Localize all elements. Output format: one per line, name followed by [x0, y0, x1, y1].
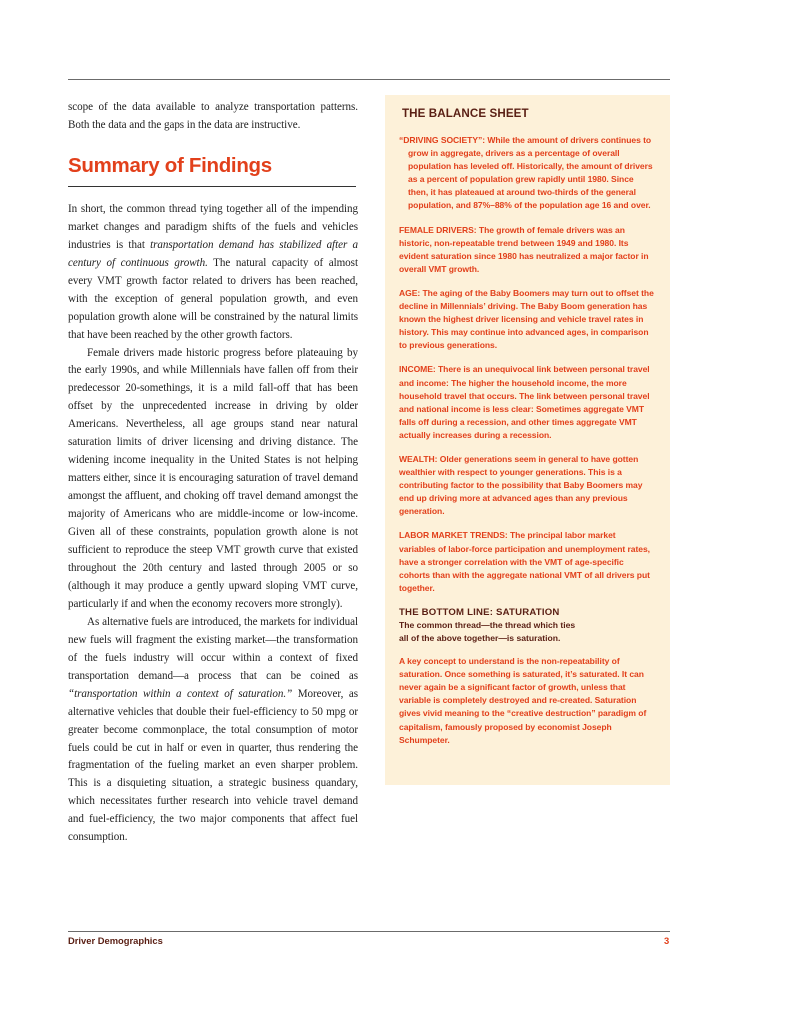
- sidebar-item-text: While the amount of drivers continues to grow in aggregate, drivers as a percentage of overall population has leveled off. Historically, the amount of drivers as a percent of population grew rapidly until 1980. Since then, it has plateaued at around two-thirds of the general population, and 87%–88% of the population age 16 and over.: [408, 135, 653, 211]
- title-rule: [68, 186, 356, 187]
- main-column: [68, 99, 358, 847]
- sidebar-item-lead: FEMALE DRIVERS:: [399, 224, 477, 235]
- paragraph-1: [68, 201, 358, 345]
- bottom-line-subheading: [399, 619, 654, 644]
- sidebar-title: THE BALANCE SHEET: [402, 107, 529, 120]
- sidebar-item-text: The growth of female drivers was an historic, non-repeatable trend between 1949 and 1980. Its evident saturation since 1980 has neutralized a major factor in overall VMT growth.: [399, 224, 649, 274]
- footer-title: Driver Demographics: [68, 935, 163, 946]
- sidebar-item-age: [399, 287, 654, 352]
- sidebar-item-income: [399, 363, 654, 442]
- paragraph-3: [68, 614, 358, 847]
- bottom-line-heading: THE BOTTOM LINE: SATURATION: [399, 606, 560, 618]
- paragraph-1-part-b: The natural capacity of almost every VMT growth factor related to drivers has been reached, with the exception of general population growth, and even population growth alone will be constrained by the natural limits that have been reached by the other growth factors.: [68, 256, 358, 341]
- sidebar-item-labor-market: [399, 529, 654, 594]
- paragraph-3-part-b: Moreover, as alternative vehicles that double their fuel-efficiency to 50 mpg or greater become commonplace, the total consumption of motor fuels could be cut in half or even in quarter, thus rendering the fragmentation of the fueling market an even sharper problem. This is a disquieting situation, a strategic business quandary, which necessitates further research into vehicle travel demand and fuel-efficiency, the two major components that affect fuel consumption.: [68, 687, 358, 844]
- sidebar-item-text: Older generations seem in general to have gotten wealthier with respect to younger generations. This is a contributing factor to the possibility that Baby Boomers may end up driving more at advanced ages than any previous generation.: [399, 453, 643, 517]
- sidebar-item-lead: AGE:: [399, 287, 421, 298]
- balance-sheet-sidebar: [385, 95, 670, 785]
- section-title: Summary of Findings: [68, 153, 272, 177]
- paragraph-1-emphasis: transportation demand has stabilized after a century of continuous growth.: [68, 238, 358, 269]
- sidebar-item-lead: “DRIVING SOCIETY”:: [399, 135, 486, 145]
- sidebar-item-text: The principal labor market variables of labor-force participation and unemployment rates, have a stronger correlation with the VMT of age-specific cohorts than with the aggregate national VMT of all drivers put together.: [399, 530, 650, 593]
- sidebar-item-lead: WEALTH:: [399, 453, 438, 464]
- sidebar-item-text: The aging of the Baby Boomers may turn out to offset the decline in Millennials’ driving. The Baby Boom generation has known the highest driver licensing and vehicle travel rates in history. This may continue into advanced ages, in comparison to previous generations.: [399, 287, 654, 351]
- bottom-line-sub-1: The common thread—the thread which ties: [399, 619, 576, 630]
- sidebar-item-text: There is an unequivocal link between personal travel and income: The higher the household income, the more household travel that occurs. The link between personal travel and national income is less clear: Sometimes aggregate VMT falls off during a recession, and other times aggregate VMT actually increases during a recession.: [399, 364, 650, 440]
- sidebar-item-lead: LABOR MARKET TRENDS:: [399, 530, 508, 541]
- sidebar-item-lead: INCOME:: [399, 364, 436, 375]
- intro-paragraph: scope of the data available to analyze transportation patterns. Both the data and the gaps in the data are instructive.: [68, 101, 358, 131]
- bottom-rule: [68, 931, 670, 932]
- sidebar-item-driving-society: [399, 134, 654, 213]
- paragraph-3-part-a: As alternative fuels are introduced, the markets for individual new fuels will fragment the existing market—the transformation of the fuels industry will occur within a context of fixed transportation demand—a process that can be coined as: [68, 615, 358, 682]
- paragraph-3-emphasis: “transportation within a context of saturation.”: [68, 687, 293, 700]
- closing-paragraph: A key concept to understand is the non-repeatability of saturation. Once something is saturated, it’s saturated. It can never again be a significant factor of growth, unless that variable is completely destroyed and re-created. Saturation gives vivid meaning to the “creative destruction” paradigm of capitalism, famously proposed by economist Joseph Schumpeter.: [399, 656, 647, 745]
- page-number: 3: [664, 935, 670, 946]
- bottom-line-sub-2: all of the above together—is saturation.: [399, 632, 561, 643]
- sidebar-item-wealth: [399, 453, 654, 518]
- top-rule: [68, 79, 670, 80]
- paragraph-2: Female drivers made historic progress before plateauing by the early 1990s, and while Millennials have fallen off from their predecessor 20-somethings, it is a mild fall-off that has been offset by the unprecedented increase in driving by older Americans. Nevertheless, all age groups stand near natural saturation limits of driver licensing and driving distance. The widening income inequality in the United States is not helping matters either, since it is encouraging saturation of travel demand amongst the affluent, and choking off travel demand amongst the majority of Americans who are middle-income or low-income. Given all of these constraints, population growth alone is not sufficient to reproduce the steep VMT growth curve that existed throughout the 20th century and lasted through 2005 or so (although it may produce a gently upward sloping VMT curve, particularly if and when the economy recovers more strongly).: [68, 346, 358, 610]
- sidebar-item-female-drivers: [399, 224, 654, 276]
- paragraph-1-part-a: In short, the common thread tying together all of the impending market changes and paradigm shifts of the fuels and vehicles industries is that: [68, 202, 358, 251]
